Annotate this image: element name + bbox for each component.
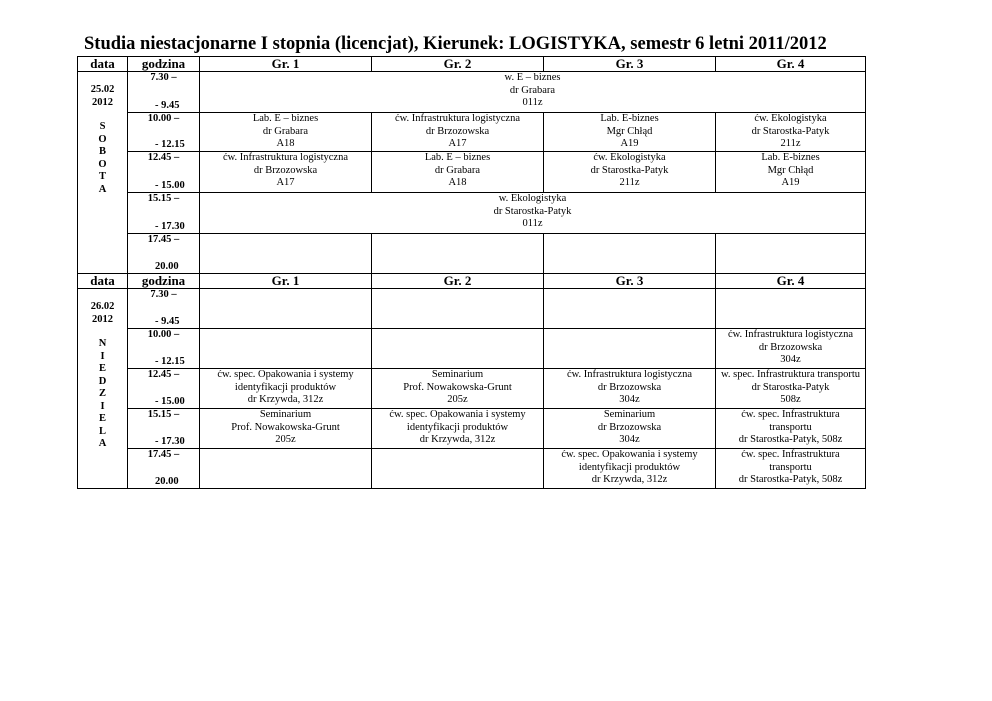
class-name: w. E – biznes [504,72,561,83]
day-letter: A [98,183,107,195]
class-room: A18 [276,138,295,149]
time-start: 12.45 – [147,152,180,163]
class-cell [200,409,372,449]
time-cell [128,289,200,329]
class-name: w. Ekologistyka [498,193,567,204]
class-teacher: dr Starostka-Patyk [590,164,669,176]
time-cell [128,234,200,274]
class-name: ćw. spec. Infrastruktura [741,449,840,460]
day-letter: O [98,133,107,145]
day-year: 2012 [92,313,113,325]
class-teacher: identyfikacji produktów [406,421,509,433]
time-cell [128,72,200,113]
table-row [78,234,866,274]
day-letter: N [98,338,107,349]
class-cell [544,329,716,369]
class-room: A17 [276,177,295,188]
class-name: ćw. Ekologistyka [754,113,827,124]
time-end: - 15.00 [155,395,185,407]
class-cell [200,329,372,369]
header-row [78,274,866,289]
header-gr1: Gr. 1 [200,57,372,72]
page-title: Studia niestacjonarne I stopnia (licencjat), Kierunek: LOGISTYKA, semestr 6 letni 2011/2012 [84,34,827,54]
day-cell-sunday [78,289,128,489]
class-cell [372,234,544,274]
class-teacher: Prof. Nowakowska-Grunt [231,421,340,433]
table-row [78,193,866,234]
header-gr3: Gr. 3 [544,274,716,289]
day-year: 2012 [92,96,113,108]
time-end: - 17.30 [155,220,185,232]
header-godzina: godzina [128,57,200,72]
class-name: ćw. spec. Infrastruktura [741,409,840,420]
time-cell [128,409,200,449]
class-room: A19 [620,138,639,149]
time-start: 12.45 – [147,369,180,380]
class-teacher: dr Starostka-Patyk [751,381,830,393]
day-cell-saturday [78,72,128,274]
time-end: 20.00 [155,260,179,272]
class-teacher: Mgr Chłąd [767,164,814,176]
day-letter: A [98,438,107,449]
class-room: dr Starostka-Patyk, 508z [738,474,843,485]
table-row [78,289,866,329]
class-room: dr Krzywda, 312z [419,434,496,445]
class-cell [372,152,544,193]
class-cell [200,234,372,274]
class-name: Lab. E-biznes [600,113,659,124]
class-cell [544,409,716,449]
day-letter: T [98,171,106,182]
class-cell [716,329,866,369]
class-teacher: identyfikacji produktów [234,381,337,393]
time-start: 17.45 – [147,234,180,245]
class-cell [544,449,716,489]
day-letter: D [98,375,107,387]
time-start: 10.00 – [147,329,180,340]
time-cell [128,113,200,152]
class-room: 211z [619,177,640,188]
class-cell [200,152,372,193]
class-teacher: identyfikacji produktów [578,461,681,473]
class-cell [716,152,866,193]
class-teacher: transportu [769,461,812,473]
time-end: - 17.30 [155,435,185,447]
class-room: dr Krzywda, 312z [247,394,324,405]
class-cell [372,113,544,152]
day-letter: B [98,146,106,157]
time-start: 15.15 – [147,409,180,420]
class-cell [372,449,544,489]
class-name: ćw. Ekologistyka [593,152,666,163]
class-name: Lab. E – biznes [424,152,491,163]
header-gr4: Gr. 4 [716,57,866,72]
time-start: 17.45 – [147,449,180,460]
table-row [78,152,866,193]
day-letter: O [98,158,107,170]
class-cell [200,449,372,489]
class-teacher: transportu [769,421,812,433]
class-cell [544,152,716,193]
class-cell [544,113,716,152]
class-cell [372,289,544,329]
header-godzina: godzina [128,274,200,289]
class-cell [200,72,866,113]
class-name: w. spec. Infrastruktura transportu [721,369,860,380]
time-end: - 9.45 [155,99,180,111]
time-cell [128,449,200,489]
day-letter: Z [98,388,106,399]
class-name: Lab. E-biznes [761,152,820,163]
class-room: 011z [522,97,543,108]
class-cell [544,369,716,409]
class-name: ćw. spec. Opakowania i systemy [561,449,698,460]
class-name: ćw. spec. Opakowania i systemy [217,369,354,380]
header-gr1: Gr. 1 [200,274,372,289]
class-cell [544,234,716,274]
class-name: Seminarium [603,409,656,420]
table-row [78,329,866,369]
time-end: - 15.00 [155,179,185,191]
day-letter: I [100,400,105,412]
class-cell [544,289,716,329]
class-room: A18 [448,177,467,188]
class-room: 205z [275,434,296,445]
time-cell [128,329,200,369]
header-data: data [78,57,128,72]
class-name: ćw. Infrastruktura logistyczna [395,113,520,124]
table-row [78,113,866,152]
header-row [78,57,866,72]
class-room: 205z [447,394,468,405]
class-cell [372,329,544,369]
class-cell [372,409,544,449]
table-row [78,449,866,489]
header-gr2: Gr. 2 [372,274,544,289]
day-letter: L [98,425,106,437]
day-date: 25.02 [90,84,115,95]
class-room: 304z [780,354,801,365]
header-data: data [78,274,128,289]
class-teacher: dr Starostka-Patyk [751,125,830,137]
class-room: A17 [448,138,467,149]
time-start: 7.30 – [150,289,177,300]
day-letter: E [98,363,106,374]
time-end: - 9.45 [155,315,180,327]
day-date: 26.02 [90,301,115,312]
time-cell [128,152,200,193]
class-name: Seminarium [431,369,484,380]
time-start: 15.15 – [147,193,180,204]
class-teacher: Prof. Nowakowska-Grunt [403,381,512,393]
class-teacher: dr Grabara [509,84,556,96]
header-gr4: Gr. 4 [716,274,866,289]
class-teacher: dr Brzozowska [758,341,823,353]
day-letter: I [100,350,105,362]
class-teacher: dr Brzozowska [597,421,662,433]
class-cell [716,113,866,152]
time-end: 20.00 [155,475,179,487]
class-teacher: dr Brzozowska [253,164,318,176]
class-teacher: Mgr Chłąd [606,125,653,137]
class-name: ćw. spec. Opakowania i systemy [389,409,526,420]
day-letter: E [98,413,106,424]
class-name: ćw. Infrastruktura logistyczna [728,329,853,340]
class-cell [200,369,372,409]
class-room: A19 [781,177,800,188]
time-cell [128,369,200,409]
class-cell [716,369,866,409]
time-start: 10.00 – [147,113,180,124]
class-cell [372,369,544,409]
class-name: Seminarium [259,409,312,420]
class-teacher: dr Brzozowska [597,381,662,393]
class-teacher: dr Starostka-Patyk [493,205,572,217]
class-room: 304z [619,434,640,445]
class-cell [716,409,866,449]
time-start: 7.30 – [150,72,177,83]
class-room: 304z [619,394,640,405]
class-cell [716,289,866,329]
class-teacher: dr Brzozowska [425,125,490,137]
time-end: - 12.15 [155,138,185,150]
header-gr2: Gr. 2 [372,57,544,72]
table-row [78,409,866,449]
class-room: 011z [522,218,543,229]
class-teacher: dr Grabara [434,164,481,176]
header-gr3: Gr. 3 [544,57,716,72]
class-cell [200,113,372,152]
class-name: ćw. Infrastruktura logistyczna [223,152,348,163]
class-name: Lab. E – biznes [252,113,319,124]
time-end: - 12.15 [155,355,185,367]
class-teacher: dr Grabara [262,125,309,137]
class-cell [716,449,866,489]
class-room: 508z [780,394,801,405]
class-cell [200,193,866,234]
class-cell [200,289,372,329]
class-name: ćw. Infrastruktura logistyczna [567,369,692,380]
schedule-table [77,56,866,489]
class-room: 211z [780,138,801,149]
day-letter: S [99,121,106,132]
table-row [78,72,866,113]
class-room: dr Starostka-Patyk, 508z [738,434,843,445]
time-cell [128,193,200,234]
table-row [78,369,866,409]
class-room: dr Krzywda, 312z [591,474,668,485]
class-cell [716,234,866,274]
